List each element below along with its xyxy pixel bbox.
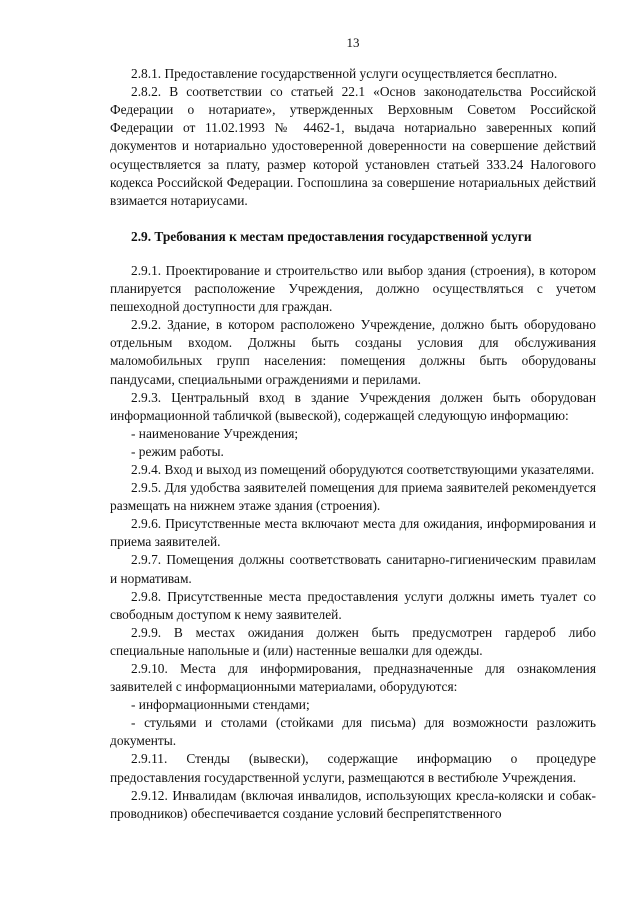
paragraph-2-9-9: 2.9.9. В местах ожидания должен быть предусмотрен гардероб либо специальные напольные и (или) настенные вешалки для одежды. xyxy=(110,624,596,658)
document-page xyxy=(110,34,596,823)
paragraph-2-8-2: 2.8.2. В соответствии со статьей 22.1 «Основ законодательства Российской Федерации о нотариате», утвержденных Верховным Советом Российской Федерации от 11.02.1993 № 4462-1, выдача нотариально заверенных копий документов и нотариально удостоверенной доверенности на совершение действий осуществляется за плату, размер которой установлен статьей 333.24 Налогового кодекса Российской Федерации. Госпошлина за совершение нотариальных действий взимается нотариусами. xyxy=(110,84,596,208)
paragraph-2-9-5: 2.9.5. Для удобства заявителей помещения для приема заявителей рекомендуется размещать на нижнем этаже здания (строения). xyxy=(110,480,596,514)
paragraph-2-9-12: 2.9.12. Инвалидам (включая инвалидов, использующих кресла-коляски и собак-проводников) обеспечивается создание условий беспрепятственного xyxy=(110,787,596,821)
list-item: - стульями и столами (стойками для письма) для возможности разложить документы. xyxy=(110,715,596,749)
paragraph-2-9-11: 2.9.11. Стенды (вывески), содержащие информацию о процедуре предоставления государственной услуги, размещаются в вестибюле Учреждения. xyxy=(110,751,596,785)
list-item: - наименование Учреждения; xyxy=(131,425,299,441)
paragraph-2-9-6: 2.9.6. Присутственные места включают места для ожидания, информирования и приема заявителей. xyxy=(110,516,596,550)
paragraph-2-8-1: 2.8.1. Предоставление государственной услуги осуществляется бесплатно. xyxy=(131,66,558,82)
paragraph-2-9-3: 2.9.3. Центральный вход в здание Учреждения должен быть оборудован информационной табличкой (вывеской), содержащей следующую информацию: xyxy=(110,389,596,423)
paragraph-2-9-7: 2.9.7. Помещения должны соответствовать санитарно-гигиеническим правилам и нормативам. xyxy=(110,552,596,586)
page-number: 13 xyxy=(346,35,360,50)
paragraph-2-9-10: 2.9.10. Места для информирования, предназначенные для ознакомления заявителей с информационными материалами, оборудуются: xyxy=(110,661,596,695)
paragraph-2-9-4: 2.9.4. Вход и выход из помещений оборудуются соответствующими указателями. xyxy=(131,461,595,477)
paragraph-2-9-8: 2.9.8. Присутственные места предоставления услуги должны иметь туалет со свободным доступом к нему заявителей. xyxy=(110,588,596,622)
list-item: - режим работы. xyxy=(131,443,224,459)
list-item: - информационными стендами; xyxy=(131,697,310,713)
paragraph-2-9-1: 2.9.1. Проектирование и строительство или выбор здания (строения), в котором планируется расположение Учреждения, должно осуществляться с учетом пешеходной доступности для граждан. xyxy=(110,262,596,315)
section-heading: 2.9. Требования к местам предоставления государственной услуги xyxy=(131,228,532,244)
paragraph-2-9-2: 2.9.2. Здание, в котором расположено Учреждение, должно быть оборудовано отдельным входом. Должны быть созданы условия для обслуживания маломобильных групп населения: помещения должны быть оборудованы пандусами, специальными ограждениями и перилами. xyxy=(110,317,596,387)
